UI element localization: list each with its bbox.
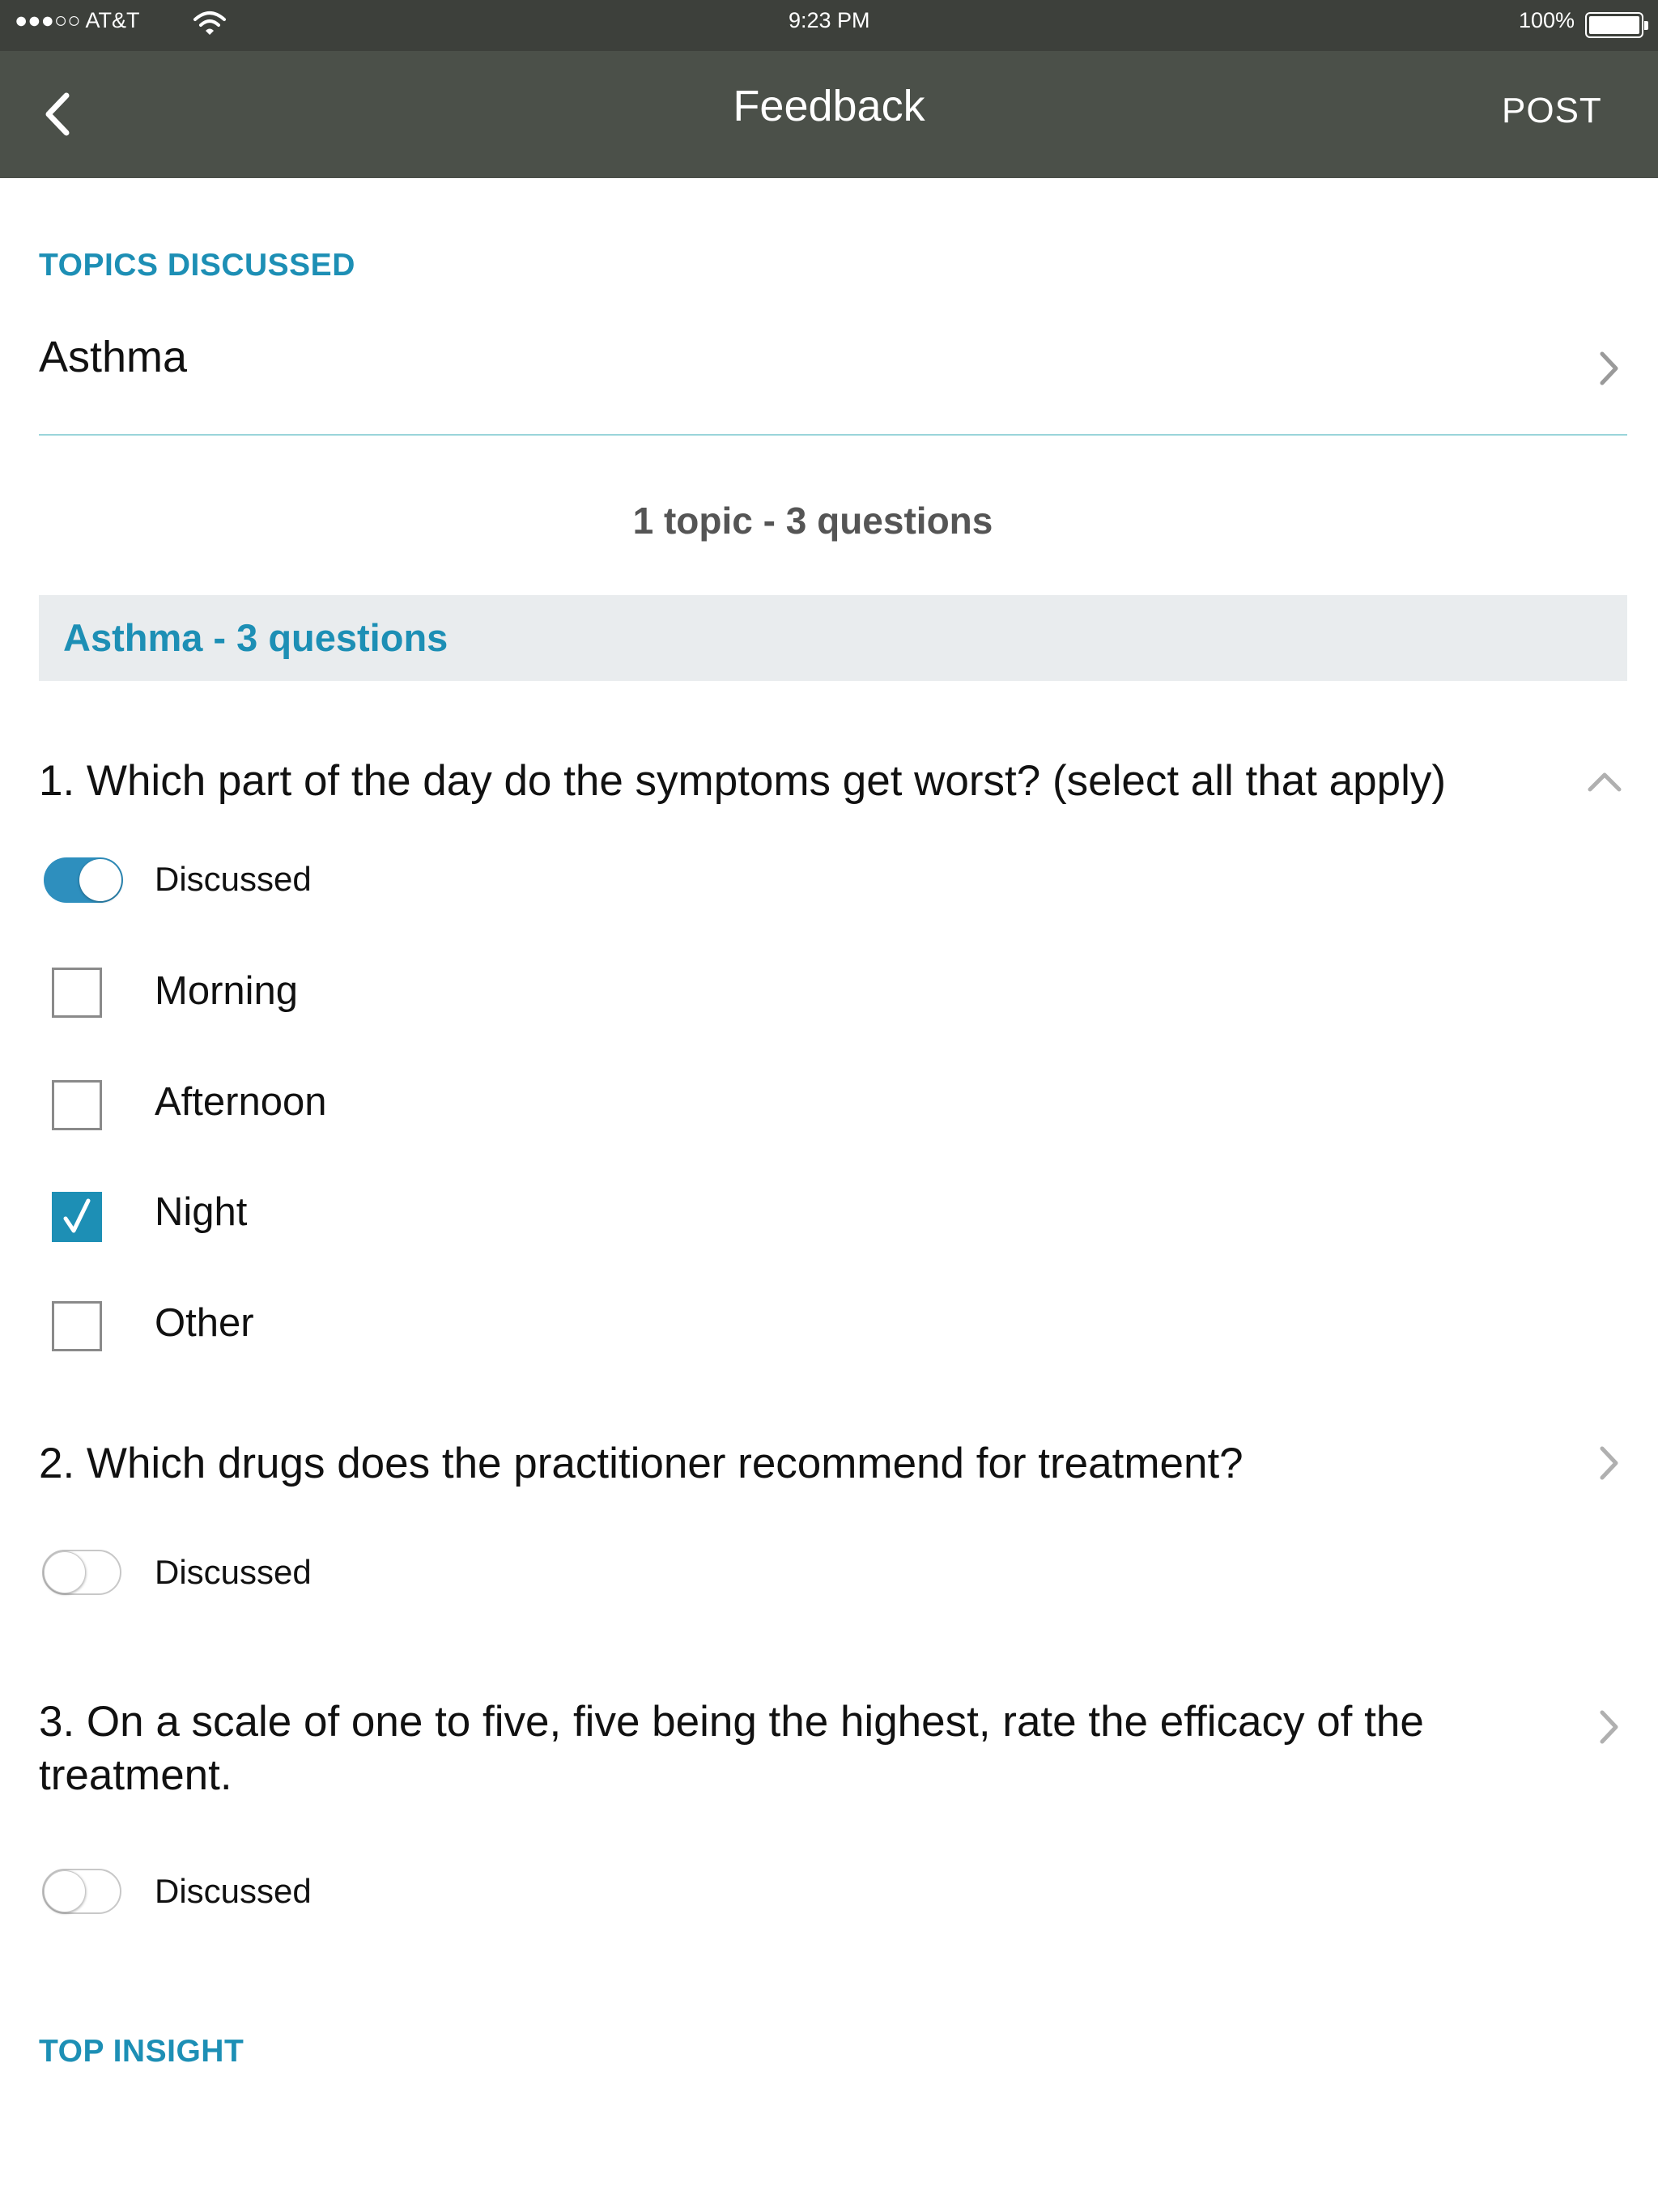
- question-1-text[interactable]: 1. Which part of the day do the symptoms get worst? (select all that apply): [39, 757, 1447, 805]
- option-night-label: Night: [155, 1190, 248, 1234]
- question-2-text[interactable]: 2. Which drugs does the practitioner recommend for treatment?: [39, 1440, 1244, 1487]
- battery-percent: 100%: [1519, 8, 1575, 32]
- question-1-discussed-toggle[interactable]: [44, 857, 123, 903]
- page-title: Feedback: [733, 82, 925, 130]
- topic-question-count: 1 topic - 3 questions: [632, 500, 993, 542]
- toggle-knob: [44, 1870, 86, 1912]
- question-2-discussed-label: Discussed: [155, 1553, 312, 1591]
- toggle-knob: [44, 1551, 86, 1593]
- topic-selector[interactable]: Asthma: [39, 333, 188, 381]
- topic-chevron-right-icon[interactable]: [1596, 351, 1621, 386]
- question-3-line-1: 3. On a scale of one to five, five being the highest, rate the efficacy of the: [39, 1698, 1424, 1746]
- wifi-icon: [193, 10, 227, 37]
- status-bar: [0, 0, 1658, 51]
- topic-group-label: Asthma - 3 questions: [63, 616, 449, 659]
- post-button[interactable]: POST: [1502, 91, 1602, 130]
- checkbox-afternoon[interactable]: [52, 1080, 102, 1130]
- divider: [39, 434, 1627, 436]
- battery-icon: [1585, 12, 1643, 38]
- question-3-text[interactable]: [39, 1695, 1577, 1802]
- battery-fill: [1589, 16, 1639, 34]
- option-morning-label: Morning: [155, 969, 299, 1013]
- question-2-chevron-right-icon[interactable]: [1596, 1445, 1621, 1481]
- checkbox-night[interactable]: [52, 1192, 102, 1242]
- question-3-line-2: treatment.: [39, 1751, 232, 1799]
- option-afternoon-label: Afternoon: [155, 1080, 327, 1124]
- question-1-discussed-label: Discussed: [155, 860, 312, 898]
- checkbox-other[interactable]: [52, 1301, 102, 1351]
- checkbox-morning[interactable]: [52, 968, 102, 1018]
- toggle-knob: [79, 859, 121, 901]
- question-3-chevron-right-icon[interactable]: [1596, 1709, 1621, 1745]
- question-2-discussed-toggle[interactable]: [42, 1550, 121, 1595]
- collapse-chevron-up-icon[interactable]: [1587, 769, 1622, 793]
- checkmark-icon: [54, 1194, 100, 1240]
- clock: 9:23 PM: [789, 8, 870, 32]
- topics-section-title: TOPICS DISCUSSED: [39, 248, 355, 283]
- carrier-label: ●●●○○ AT&T: [15, 8, 140, 32]
- question-3-discussed-toggle[interactable]: [42, 1869, 121, 1914]
- top-insight-section-title: TOP INSIGHT: [39, 2034, 244, 2069]
- question-3-discussed-label: Discussed: [155, 1872, 312, 1910]
- option-other-label: Other: [155, 1301, 254, 1345]
